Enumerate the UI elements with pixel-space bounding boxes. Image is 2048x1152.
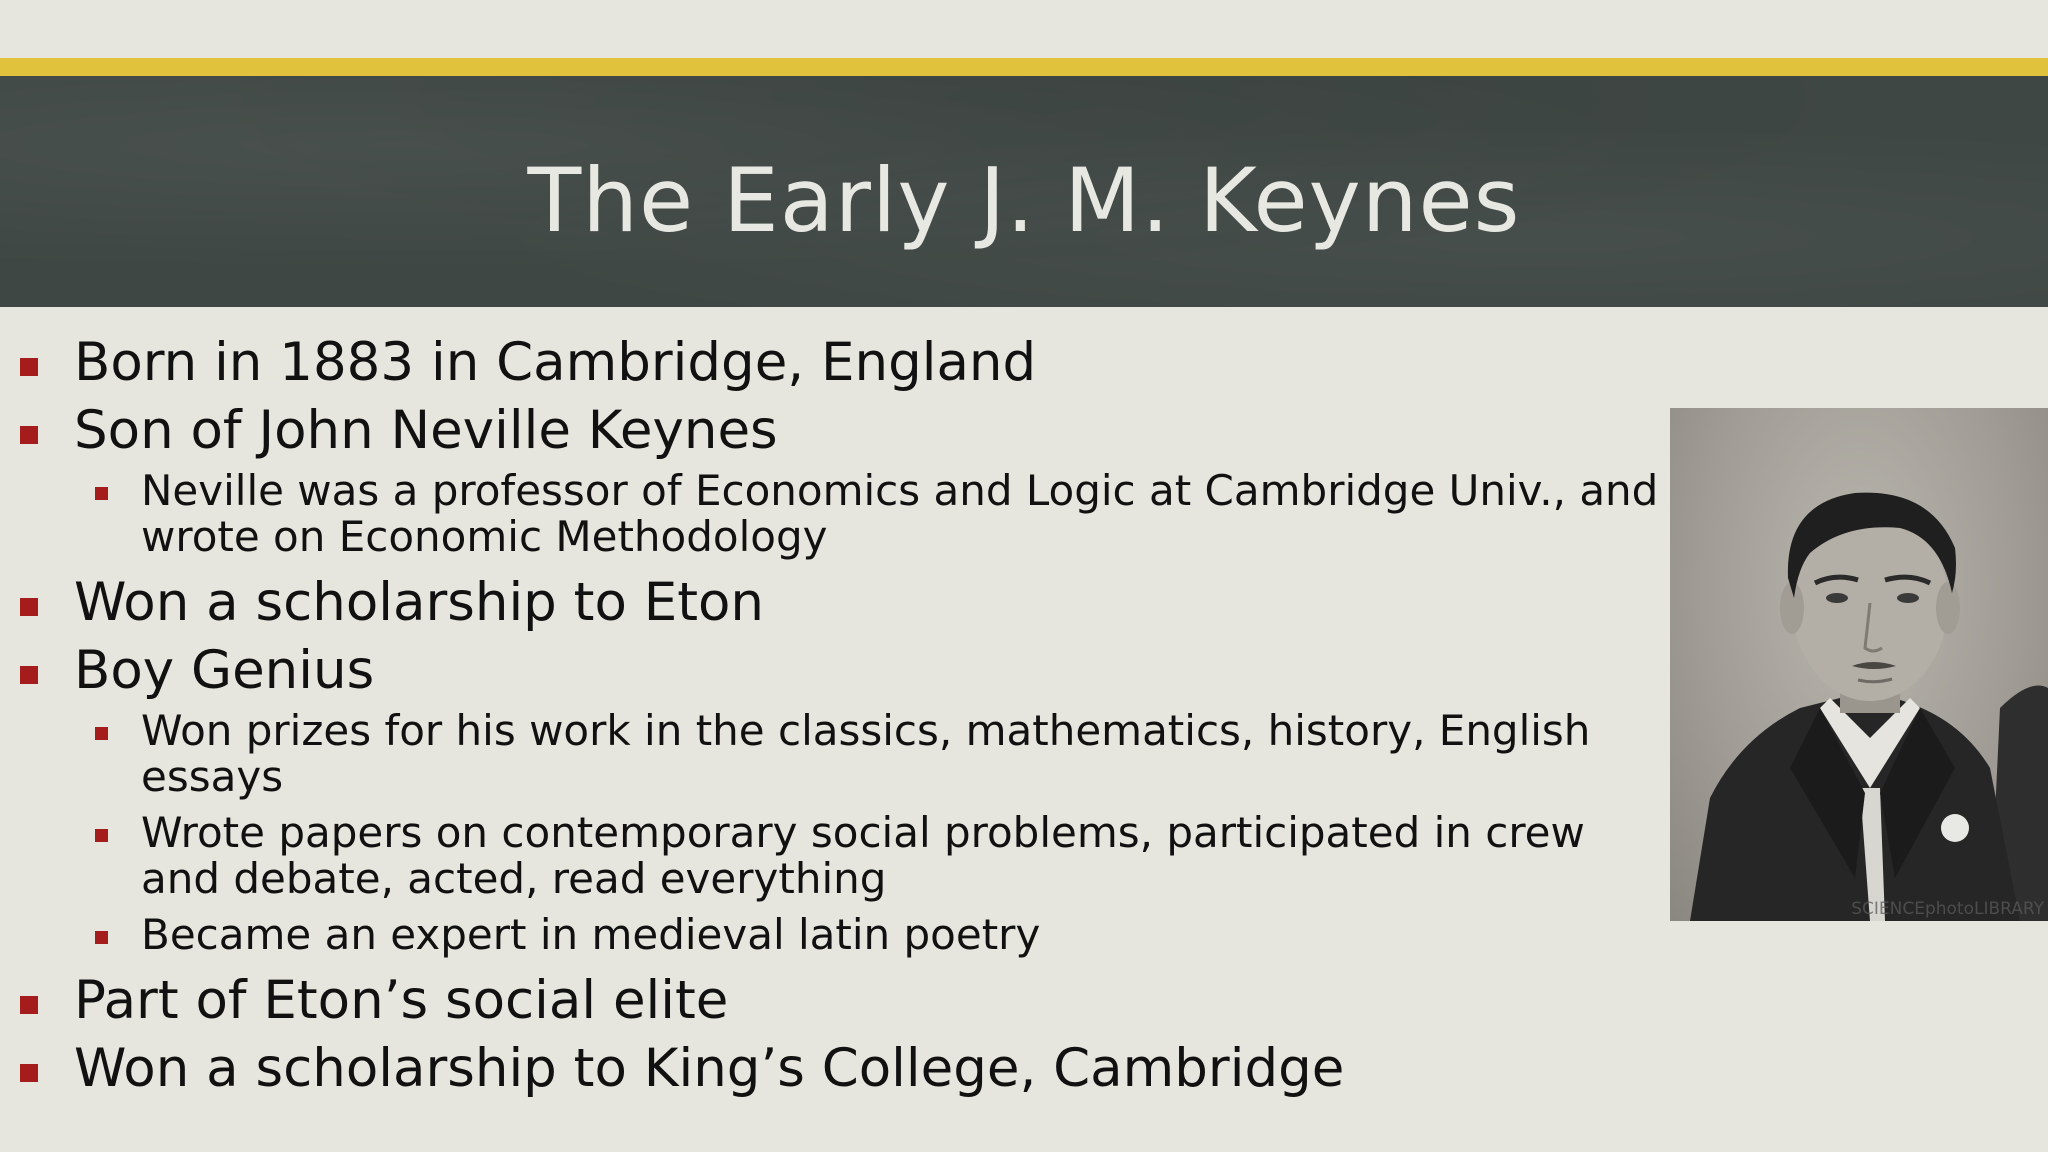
bullet-text: Won a scholarship to King’s College, Cambridge	[74, 1038, 1345, 1099]
bullet-marker-icon	[20, 996, 38, 1014]
sub-bullet-item	[0, 912, 1660, 958]
sub-bullet-text: Became an expert in medieval latin poetry	[141, 910, 1041, 959]
bullet-marker-icon	[20, 598, 38, 616]
bullet-text: Son of John Neville Keynes	[74, 400, 778, 461]
right-eye-shape	[1897, 593, 1919, 603]
bullet-marker-icon	[20, 1064, 38, 1082]
accent-bar	[0, 58, 2048, 76]
sub-bullet-item	[0, 708, 1660, 800]
sub-bullet-text: Won prizes for his work in the classics, mathematics, history, English essays	[141, 706, 1591, 801]
sub-bullet-marker-icon	[95, 487, 108, 500]
bullet-marker-icon	[20, 426, 38, 444]
bullet-item	[0, 1036, 1660, 1102]
boutonniere-shape	[1941, 814, 1969, 842]
sub-bullet-marker-icon	[95, 931, 108, 944]
bullet-text: Won a scholarship to Eton	[74, 572, 765, 633]
bullet-list	[0, 330, 1660, 1104]
title-band	[0, 76, 2048, 307]
bullet-text: Born in 1883 in Cambridge, England	[74, 332, 1037, 393]
bullet-item	[0, 398, 1660, 464]
sub-bullet-item	[0, 468, 1660, 560]
sub-bullet-marker-icon	[95, 727, 108, 740]
bullet-marker-icon	[20, 358, 38, 376]
left-eye-shape	[1826, 593, 1848, 603]
photo-watermark: SCIENCEphotoLIBRARY	[1851, 899, 2044, 919]
bullet-item	[0, 638, 1660, 704]
bullet-item	[0, 330, 1660, 396]
bullet-item	[0, 570, 1660, 636]
right-ear-shape	[1936, 582, 1960, 634]
bullet-text: Boy Genius	[74, 640, 375, 701]
sub-bullet-text: Wrote papers on contemporary social problems, participated in crew and debate, acted, read everything	[141, 808, 1585, 903]
bullet-item	[0, 968, 1660, 1034]
keynes-portrait-photo	[1670, 408, 2048, 921]
bullet-text: Part of Eton’s social elite	[74, 970, 729, 1031]
bullet-marker-icon	[20, 666, 38, 684]
portrait-illustration	[1670, 408, 2048, 921]
slide-title: The Early J. M. Keynes	[527, 149, 1521, 252]
sub-bullet-marker-icon	[95, 829, 108, 842]
sub-bullet-text: Neville was a professor of Economics and Logic at Cambridge Univ., and wrote on Economic Methodology	[141, 466, 1659, 561]
sub-bullet-item	[0, 810, 1660, 902]
